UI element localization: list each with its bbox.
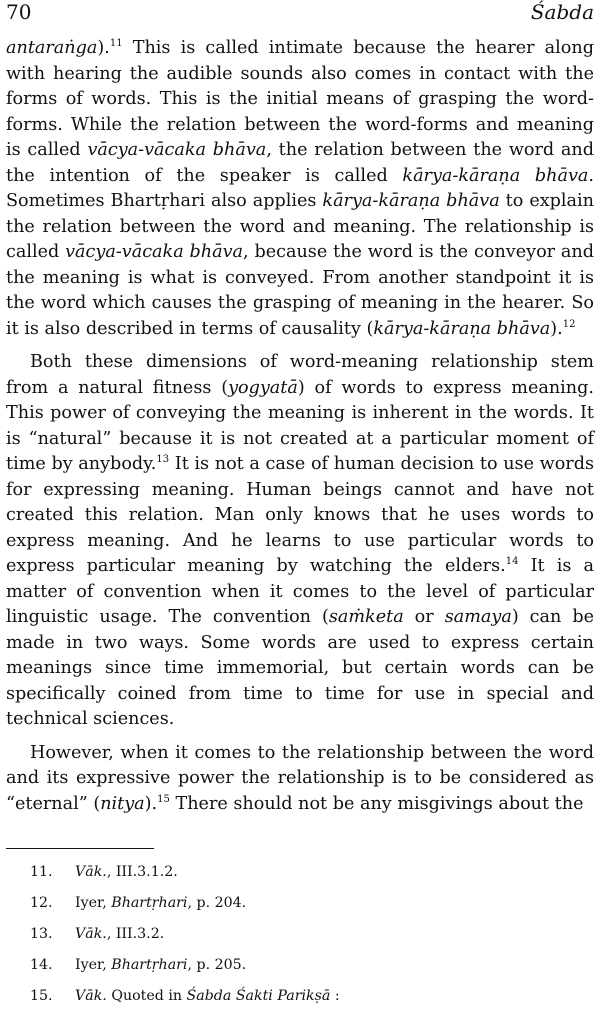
footnote-ref: 11 [109, 38, 123, 50]
text-run: : [330, 988, 340, 1004]
text-run: Iyer, [75, 957, 112, 973]
text-run: ) can be made in two ways. Some words are used to express certain meanings since time immemorial, but certain words can be specifically coined from time to time for use in special and technical sciences. [6, 607, 594, 729]
italic-term: antaraṅga [6, 38, 98, 58]
footnote-text [75, 984, 340, 1009]
footnote [30, 922, 594, 947]
italic-term: Vāk. [75, 926, 107, 942]
italic-term: vācya-vācaka bhāva [87, 140, 267, 160]
text-run: There should not be any misgivings about the [169, 793, 584, 814]
running-title: Śabda [530, 0, 594, 24]
text-run: It is a matter of convention when it comes to the level of particular linguistic usage. The convention ( [6, 556, 594, 627]
footnote-text [75, 922, 164, 947]
text-run: Both these dimensions of word-meaning relationship stem from a natural fitness ( [6, 352, 594, 398]
italic-term: Vāk. [75, 864, 107, 880]
text-run: , the relation between the word and the intention of the speaker is called [6, 140, 595, 186]
text-run: It is not a case of human decision to use words for expressing meaning. Human beings cannot and have not created this relation. Man only knows that he uses words to express meaning. And he learns to use particular words to express particular meaning by watching the elders. [6, 454, 594, 576]
text-run: to explain the relation between the word and meaning. The relationship is called [6, 191, 594, 262]
text-run: ) of words to express meaning. This power of conveying the meaning is inherent in the words. It is “natural” because it is not created at a particular moment of time by anybody. [6, 377, 594, 474]
text-run: ). [550, 318, 563, 339]
text-run: , III.3.1.2. [106, 864, 178, 880]
footnote-ref: 14 [505, 556, 519, 568]
footnote [30, 860, 594, 885]
paragraph [6, 36, 594, 342]
text-run: or [403, 607, 445, 627]
footnote-number: 15. [30, 988, 53, 1004]
page-number: 70 [6, 0, 32, 24]
italic-term: kārya-kāraṇa bhāva [402, 165, 589, 186]
footnote-number: 11. [30, 864, 53, 880]
text-run: Iyer, [75, 895, 112, 911]
footnote-number: 13. [30, 926, 53, 942]
paragraph [6, 350, 594, 733]
footnote-text [75, 953, 246, 978]
italic-term: nitya [100, 793, 145, 814]
footnote-text [75, 860, 178, 885]
text-run: , p. 204. [187, 895, 247, 911]
footnote [30, 984, 594, 1009]
text-run: , because the word is the conveyor and the meaning is what is conveyed. From another standpoint it is the word which causes the grasping of meaning in the hearer. So it is also described in terms of causality ( [6, 242, 594, 339]
text-run: Quoted in [106, 988, 187, 1004]
text-run: ). [144, 793, 158, 814]
italic-term: Bhartṛhari [111, 895, 188, 911]
footnote [30, 891, 594, 916]
footnote-number: 12. [30, 895, 53, 911]
text-run: However, when it comes to the relationship between the word and its expressive power the relationship is to be considered as “eternal” ( [6, 742, 594, 814]
footnotes [30, 860, 594, 1015]
running-header [6, 0, 594, 30]
footnote-number: 14. [30, 957, 53, 973]
text-run: , III.3.2. [106, 926, 165, 942]
footnote-ref: 12 [562, 318, 576, 330]
text-run: , p. 205. [187, 957, 247, 973]
italic-term: kārya-kāraṇa bhāva [322, 191, 500, 211]
footnote-ref: 13 [156, 454, 170, 466]
italic-term: yogyatā [228, 377, 298, 398]
text-run: . Sometimes Bhartṛhari also applies [6, 165, 594, 211]
paragraph [6, 741, 594, 818]
footnote-text [75, 891, 246, 916]
italic-term: Bhartṛhari [111, 957, 188, 973]
text-run: ). [97, 38, 110, 58]
italic-term: Śabda Śakti Parikṣā [186, 988, 331, 1004]
italic-term: samaya [444, 607, 512, 627]
italic-term: kārya-kāraṇa bhāva [373, 318, 551, 339]
text-run: This is called intimate because the hearer along with hearing the audible sounds also comes in contact with the forms of words. This is the initial means of grasping the word-forms. While the relation between the word-forms and meaning is called [6, 38, 594, 160]
footnote [30, 953, 594, 978]
main-text [6, 36, 594, 825]
italic-term: saṁketa [328, 607, 404, 627]
italic-term: vācya-vācaka bhāva [65, 242, 244, 262]
footnote-rule [6, 848, 154, 849]
footnote-ref: 15 [157, 793, 170, 805]
italic-term: Vāk. [75, 988, 107, 1004]
